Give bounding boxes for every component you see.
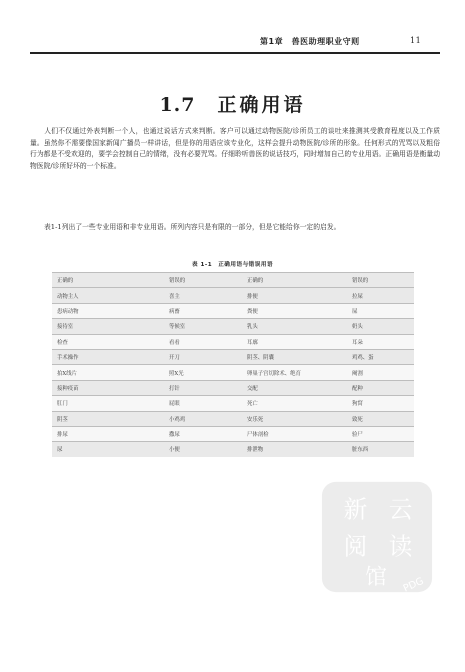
- correct-term-cell: 安乐死: [242, 411, 347, 426]
- wrong-term-cell: 脏东西: [347, 442, 414, 457]
- wrong-term-cell: 小便: [164, 442, 242, 457]
- wrong-term-cell: 狗窝: [347, 396, 414, 411]
- seal-char: 读: [388, 532, 413, 561]
- table-header-row: [52, 273, 414, 288]
- table-row: [52, 349, 414, 364]
- header-wrong-1: 错误的: [164, 273, 242, 288]
- seal-pdg-label: PDG: [401, 575, 426, 595]
- wrong-term-cell: 照X光: [164, 365, 242, 380]
- wrong-term-cell: 打针: [164, 380, 242, 395]
- correct-term-cell: 肛门: [52, 396, 164, 411]
- table-row: [52, 426, 414, 441]
- correct-term-cell: 死亡: [242, 396, 347, 411]
- correct-term-cell: 患病动物: [52, 303, 164, 318]
- correct-term-cell: 接待室: [52, 319, 164, 334]
- correct-term-cell: 排泄物: [242, 442, 347, 457]
- seal-char: 阅: [343, 532, 368, 561]
- correct-term-cell: 卵巢子宫切除术、绝育: [242, 365, 347, 380]
- correct-term-cell: 排便: [242, 288, 347, 303]
- table-row: [52, 411, 414, 426]
- correct-term-cell: 拍X线片: [52, 365, 164, 380]
- wrong-term-cell: 配种: [347, 380, 414, 395]
- wrong-term-cell: 奶头: [347, 319, 414, 334]
- correct-term-cell: 阴茎、阴囊: [242, 349, 347, 364]
- seal-char: 云: [388, 495, 413, 524]
- seal-char: 新: [343, 495, 368, 524]
- table-caption: 表 1-1 正确用语与错误用语: [191, 262, 274, 268]
- section-title-text: 正确用语: [217, 94, 306, 116]
- correct-term-cell: 检查: [52, 334, 164, 349]
- correct-term-cell: 粪便: [242, 303, 347, 318]
- wrong-term-cell: 鸡鸡、蛋: [347, 349, 414, 364]
- wrong-term-cell: 屁眼: [164, 396, 242, 411]
- table-row: [52, 442, 414, 457]
- wrong-term-cell: 致死: [347, 411, 414, 426]
- table-row: [52, 288, 414, 303]
- chapter-title: 第1章 兽医助理职业守则: [260, 37, 360, 46]
- body-paragraph-2: 表1-1列出了一些专业用语和非专业用语。所列内容只是有限的一部分，但是它能给你一定的启发。: [44, 223, 341, 231]
- correct-term-cell: 接种疫苗: [52, 380, 164, 395]
- wrong-term-cell: 开刀: [164, 349, 242, 364]
- table-row: [52, 365, 414, 380]
- wrong-term-cell: 看看: [164, 334, 242, 349]
- correct-term-cell: 动物主人: [52, 288, 164, 303]
- table-row: [52, 319, 414, 334]
- header-correct-1: 正确的: [52, 273, 164, 288]
- wrong-term-cell: 拉屎: [347, 288, 414, 303]
- header-correct-2: 正确的: [242, 273, 347, 288]
- table-row: [52, 396, 414, 411]
- correct-term-cell: 乳头: [242, 319, 347, 334]
- terms-table: [52, 272, 414, 457]
- section-heading: [0, 90, 465, 117]
- wrong-term-cell: 屎: [347, 303, 414, 318]
- header-wrong-2: 错误的: [347, 273, 414, 288]
- section-number: 1.7: [159, 94, 196, 116]
- correct-term-cell: 尿: [52, 442, 164, 457]
- seal-char: 馆: [365, 565, 387, 591]
- correct-term-cell: 耳廓: [242, 334, 347, 349]
- wrong-term-cell: 撒尿: [164, 426, 242, 441]
- wrong-term-cell: 小鸡鸡: [164, 411, 242, 426]
- wrong-term-cell: 病畜: [164, 303, 242, 318]
- wrong-term-cell: 等候室: [164, 319, 242, 334]
- watermark-seal: [318, 478, 436, 596]
- correct-term-cell: 手术操作: [52, 349, 164, 364]
- correct-term-cell: 尸体剖检: [242, 426, 347, 441]
- page-number: 11: [410, 36, 422, 45]
- table-row: [52, 303, 414, 318]
- wrong-term-cell: 验尸: [347, 426, 414, 441]
- wrong-term-cell: 阉割: [347, 365, 414, 380]
- wrong-term-cell: 耳朵: [347, 334, 414, 349]
- correct-term-cell: 交配: [242, 380, 347, 395]
- header-rule: [30, 52, 440, 54]
- correct-term-cell: 排尿: [52, 426, 164, 441]
- body-paragraph-1: 人们不仅通过外表判断一个人，也通过说话方式来判断。客户可以通过动物医院/诊所员工的谈吐来推测其受教育程度以及工作质量。虽然你不需要像国家新闻广播员一样讲话，但是你的用语应该专业化，这样会提升动物医院/诊所的形象。任何形式的咒骂以及粗俗行为都是不受欢迎的，要学会控制自己的情绪，没有必要咒骂。仔细聆听兽医的说话技巧，同时增加自己的专业用语。正确用语是衡量动物医院/诊所好坏的一个标准。: [30, 127, 440, 170]
- wrong-term-cell: 喜主: [164, 288, 242, 303]
- correct-term-cell: 阴茎: [52, 411, 164, 426]
- table-row: [52, 380, 414, 395]
- running-header: [260, 36, 422, 47]
- table-row: [52, 334, 414, 349]
